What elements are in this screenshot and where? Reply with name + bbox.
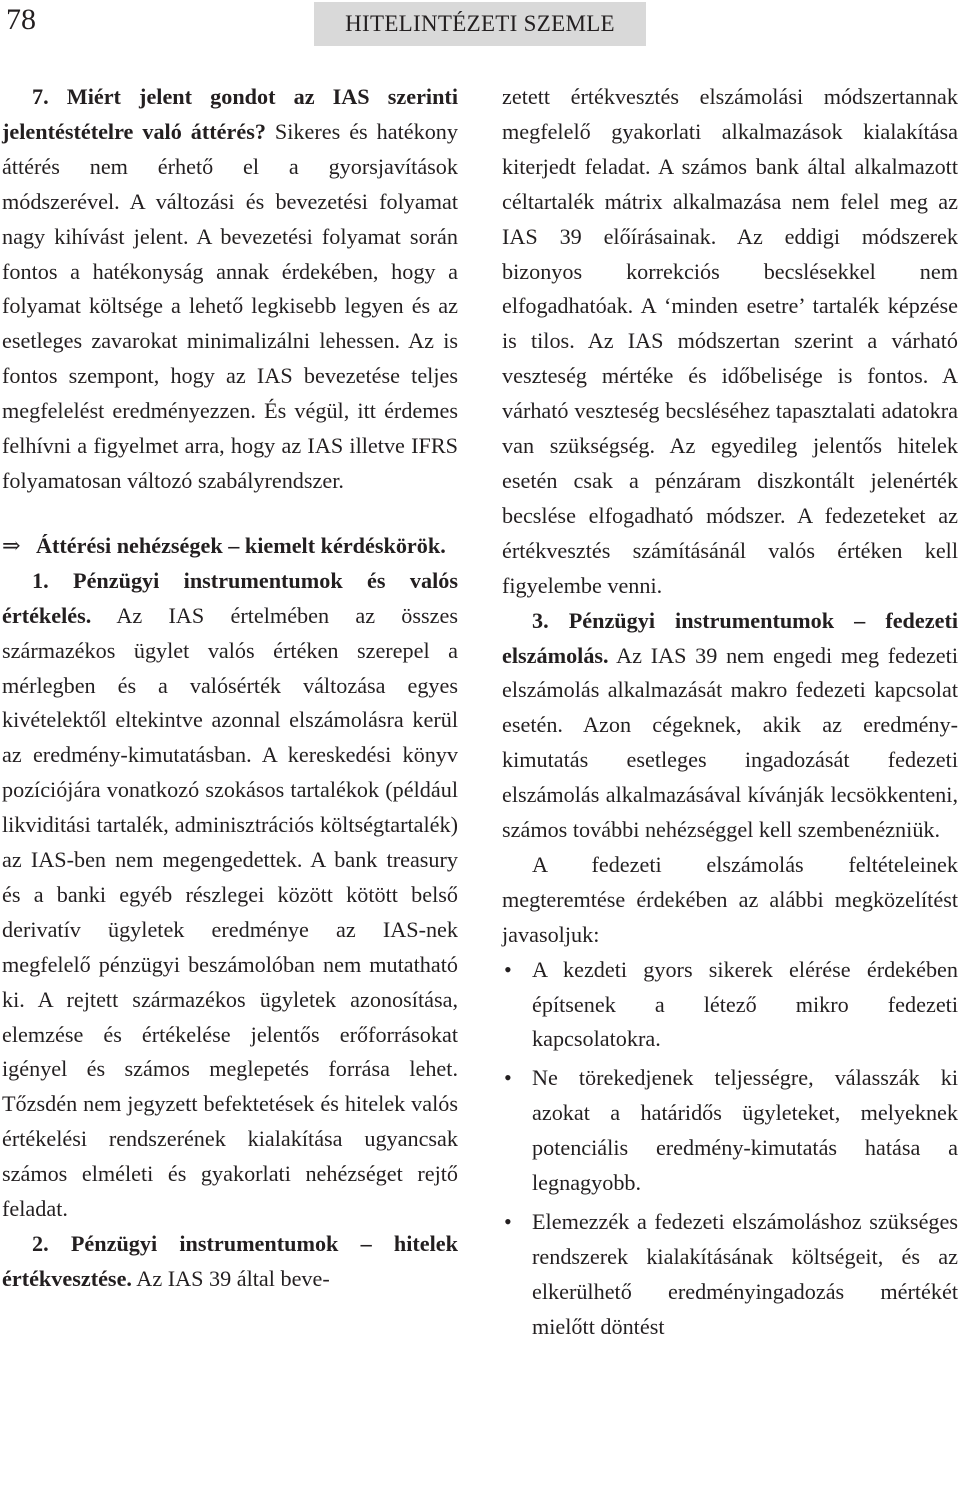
- recommendation-list: [502, 953, 958, 1345]
- paragraph-why-ias: [2, 80, 458, 499]
- paragraph-title: 3. Pénzügyi instrumentumok – fedezeti elszámolás.: [502, 607, 958, 668]
- list-item-text: A kezdeti gyors sikerek elérése érdekében építsenek a létező mikro fedezeti kapcsolatokra.: [532, 956, 958, 1052]
- paragraph-text: Az IAS értelmében az összes származékos ügylet valós értéken szerepel a mérlegben és a valósérték változása egyes kivételektől eltekintve azonnal elszámolásra kerül az eredmény-kimutatásban. A kereskedési könyv pozíciójára vonatkozó szokásos tartalékok (például likviditási tartalék, adminisztrációs költségtartalék) az IAS-ben nem megengedettek. A bank treasury és a banki egyéb részlegei között kötött belső derivatív ügyletek eredménye az IAS-nek megfelelő pénzügyi beszámolóban nem mutatható ki. A rejtett származékos ügyletek azonosítása, elemzése és értékelése jelentős erőforrásokat igényel és számos meglepetés forrása lehet. Tőzsdén nem jegyzett befektetések és hitelek valós értékelési rendszerének kialakítása ugyancsak számos elméleti és gyakorlati nehézséget rejtő feladat.: [2, 602, 458, 1222]
- right-column: [502, 80, 958, 1349]
- paragraph-title: 2. Pénzügyi instrumentumok – hitelek értékvesztése.: [2, 1231, 458, 1291]
- list-item: [502, 1061, 958, 1201]
- list-item: [502, 1205, 958, 1345]
- paragraph-title: 1. Pénzügyi instrumentumok és valós értékelés.: [2, 567, 458, 628]
- section-heading: [2, 529, 458, 564]
- left-column: [2, 80, 458, 1297]
- paragraph-text: Sikeres és hatékony áttérés nem érhető el a gyorsjavítások módszerével. A változási és bevezetési folyamat nagy kihívást jelent. A bevezetési folyamat során fontos a hatékonyság annak érdekében, hogy a folyamat költsége a lehető legkisebb legyen és az esetleges zavarokat minimalizálni lehessen. Az is fontos szempont, hogy az IAS bevezetése teljes megfelelést eredményezzen. És végül, itt érdemes felhívni a figyelmet arra, hogy az IAS illetve IFRS folyamatosan változó szabályrendszer.: [2, 118, 458, 493]
- journal-title: HITELINTÉZETI SZEMLE: [314, 2, 646, 46]
- paragraph-text: zetett értékvesztés elszámolási módszertannak megfelelő gyakorlati alkalmazások kialakítása kiterjedt feladat. A számos bank által alkalmazott céltartalék mátrix alkalmazása nem felel meg az IAS 39 előírásainak. Az eddigi módszerek bizonyos korrekciós becslésekkel nem elfogadhatóak. A ‘minden esetre’ tartalék képzése is tilos. Az IAS módszertan szerint a várható veszteség mértéke és időbelisége is fontos. A várható veszteség becsléséhez tapasztalati adatokra van szükségség. Az egyedileg jelentős hitelek esetén csak a pénzáram diszkontált jelenérték becslése elfogadható módszer. A fedezeteket az értékvesztés számításánál valós értéken kell figyelembe venni.: [502, 84, 958, 598]
- paragraph-text: Az IAS 39 nem engedi meg fedezeti elszámolás alkalmazását makro fedezeti kapcsolat esetén. Azon cégeknek, akik az eredmény-kimutatás esetleges ingadozását fedezeti elszámolás alkalmazásával kívánják lecsökkenteni, számos további nehézséggel kell szembenézniük.: [502, 642, 958, 843]
- page-number: 78: [6, 3, 36, 36]
- paragraph-hedge-accounting: [502, 604, 958, 848]
- arrow-right-icon: ⇒: [2, 532, 21, 558]
- list-item-text: Ne törekedjenek teljességre, válasszák ki azokat a határidős ügyleteket, melyeknek potenciális eredmény-kimutatás hatása a legnagyobb.: [532, 1065, 958, 1196]
- paragraph-hedge-approach: A fedezeti elszámolás feltételeinek megteremtése érdekében az alábbi megközelítést javasoljuk:: [502, 851, 958, 947]
- paragraph-title: 7. Miért jelent gondot az IAS szerinti jelentéstételre való áttérés?: [2, 84, 458, 144]
- list-item-text: Elemezzék a fedezeti elszámoláshoz szükséges rendszerek kialakításának költségeit, és az elkerülhető eredményingadozás mértékét mielőtt döntést: [532, 1209, 958, 1339]
- list-item: [502, 953, 958, 1058]
- paragraph-impairment: [2, 1227, 458, 1297]
- section-heading-text: Áttérési nehézségek – kiemelt kérdéskörök.: [36, 532, 446, 558]
- bullet-icon: •: [504, 956, 512, 982]
- paragraph-impairment-continued: [502, 80, 958, 604]
- paragraph-text: Az IAS 39 által beve-: [131, 1265, 330, 1291]
- bullet-icon: •: [504, 1065, 512, 1091]
- paragraph-fair-value: [2, 564, 458, 1227]
- bullet-icon: •: [504, 1209, 512, 1234]
